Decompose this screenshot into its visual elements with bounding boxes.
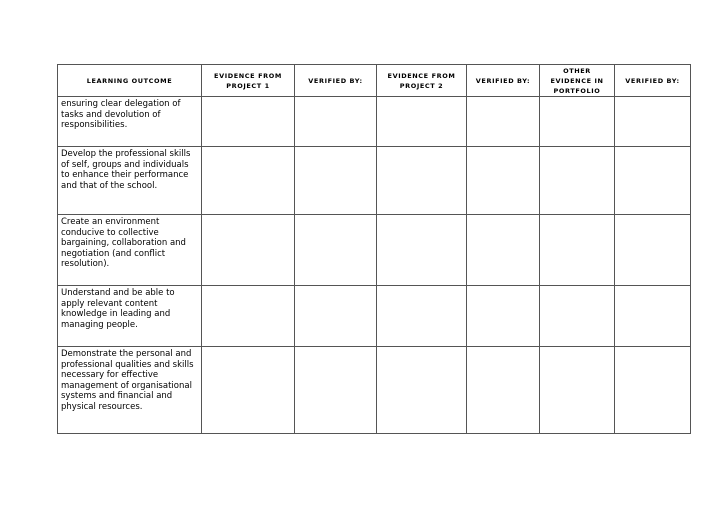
table-row bbox=[58, 215, 691, 286]
verified-by-cell bbox=[295, 286, 377, 347]
verified-by-cell bbox=[467, 215, 540, 286]
table-row bbox=[58, 147, 691, 215]
header-verified-by-1: VERIFIED BY: bbox=[295, 65, 377, 97]
header-learning-outcome: LEARNING OUTCOME bbox=[58, 65, 202, 97]
header-verified-by-2: VERIFIED BY: bbox=[467, 65, 540, 97]
verified-by-cell bbox=[467, 286, 540, 347]
other-evidence-cell bbox=[540, 286, 615, 347]
verified-by-cell bbox=[295, 215, 377, 286]
evidence-project-2-cell bbox=[377, 347, 467, 434]
evidence-project-2-cell bbox=[377, 215, 467, 286]
learning-outcome-cell: Demonstrate the personal and professional qualities and skills necessary for effective management of organisational systems and financial and physical resources. bbox=[58, 347, 202, 434]
learning-outcome-cell: Develop the professional skills of self, groups and individuals to enhance their performance and that of the school. bbox=[58, 147, 202, 215]
header-verified-by-3: VERIFIED BY: bbox=[615, 65, 691, 97]
verified-by-cell bbox=[615, 147, 691, 215]
table-row bbox=[58, 347, 691, 434]
verified-by-cell bbox=[615, 286, 691, 347]
learning-outcome-cell: Understand and be able to apply relevant content knowledge in leading and managing people. bbox=[58, 286, 202, 347]
table-row bbox=[58, 286, 691, 347]
verified-by-cell bbox=[467, 347, 540, 434]
other-evidence-cell bbox=[540, 147, 615, 215]
learning-outcome-cell: ensuring clear delegation of tasks and devolution of responsibilities. bbox=[58, 97, 202, 147]
header-evidence-project-2: EVIDENCE FROM PROJECT 2 bbox=[377, 65, 467, 97]
evidence-project-1-cell bbox=[202, 347, 295, 434]
learning-outcome-cell: Create an environment conducive to collective bargaining, collaboration and negotiation (and conflict resolution). bbox=[58, 215, 202, 286]
header-row bbox=[58, 65, 691, 97]
evidence-project-2-cell bbox=[377, 147, 467, 215]
evidence-project-1-cell bbox=[202, 286, 295, 347]
evidence-project-1-cell bbox=[202, 215, 295, 286]
other-evidence-cell bbox=[540, 347, 615, 434]
evidence-project-1-cell bbox=[202, 147, 295, 215]
evidence-project-2-cell bbox=[377, 97, 467, 147]
header-evidence-project-1: EVIDENCE FROM PROJECT 1 bbox=[202, 65, 295, 97]
verified-by-cell bbox=[615, 97, 691, 147]
header-other-evidence: OTHER EVIDENCE IN PORTFOLIO bbox=[540, 65, 615, 97]
verified-by-cell bbox=[295, 97, 377, 147]
evidence-project-2-cell bbox=[377, 286, 467, 347]
verified-by-cell bbox=[467, 147, 540, 215]
verified-by-cell bbox=[615, 347, 691, 434]
verified-by-cell bbox=[615, 215, 691, 286]
verified-by-cell bbox=[467, 97, 540, 147]
evidence-project-1-cell bbox=[202, 97, 295, 147]
other-evidence-cell bbox=[540, 215, 615, 286]
verified-by-cell bbox=[295, 147, 377, 215]
other-evidence-cell bbox=[540, 97, 615, 147]
verified-by-cell bbox=[295, 347, 377, 434]
table-row bbox=[58, 97, 691, 147]
learning-outcome-evidence-table bbox=[57, 64, 691, 434]
